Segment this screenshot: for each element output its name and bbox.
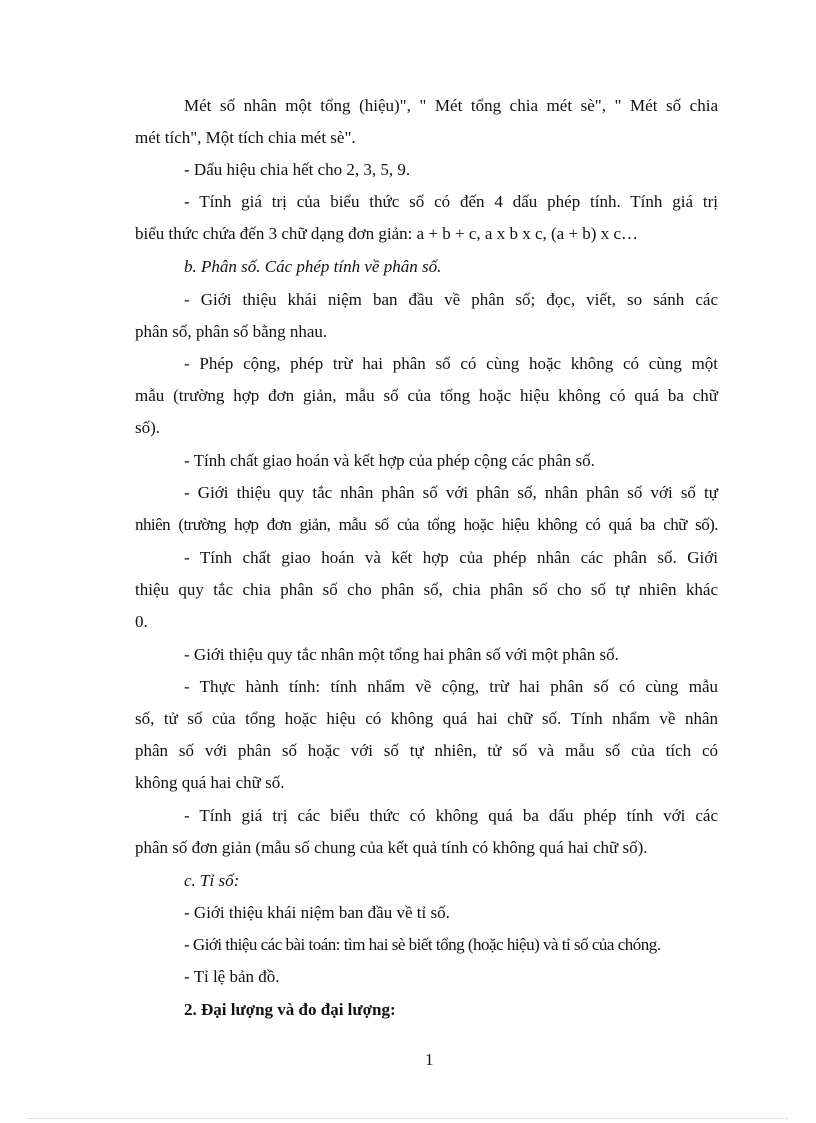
- section-heading-2: 2. Đại lượng và đo đại lượng:: [184, 1000, 396, 1019]
- text-line: - Giới thiệu quy tắc nhân phân số với phân số, nhân phân số với số tự: [184, 483, 718, 502]
- text-line: phân số đơn giản (mẫu số chung của kết quả tính có không quá hai chữ số).: [135, 838, 648, 857]
- text-line: phân số với phân số hoặc với số tự nhiên, tử số và mẫu số của tích có: [135, 741, 718, 760]
- text-line: biểu thức chứa đến 3 chữ dạng đơn giản: a + b + c, a x b x c, (a + b) x c…: [135, 224, 638, 243]
- text-line: phân số, phân số bằng nhau.: [135, 322, 328, 341]
- text-line: số).: [135, 418, 161, 437]
- text-line: số, tử số của tổng hoặc hiệu có không quá hai chữ số. Tính nhẩm về nhân: [135, 709, 718, 728]
- text-line: - Dấu hiệu chia hết cho 2, 3, 5, 9.: [184, 160, 411, 179]
- text-line: không quá hai chữ số.: [135, 773, 285, 792]
- text-line: - Tính chất giao hoán và kết hợp của phép cộng các phân số.: [184, 451, 595, 470]
- section-heading-b: b. Phân số. Các phép tính về phân số.: [184, 257, 442, 276]
- text-line: - Tỉ lệ bản đồ.: [184, 967, 280, 986]
- text-line: - Tính chất giao hoán và kết hợp của phép nhân các phân số. Giới: [184, 548, 718, 567]
- text-line: - Phép cộng, phép trừ hai phân số có cùng hoặc không có cùng một: [184, 354, 718, 373]
- text-line: thiệu quy tắc chia phân số cho phân số, chia phân số cho số tự nhiên khác: [135, 580, 718, 599]
- text-line: nhiên (trường hợp đơn giản, mẫu số của tổng hoặc hiệu không có quá ba chữ số).: [135, 515, 718, 534]
- text-line: - Thực hành tính: tính nhẩm về cộng, trừ hai phân số có cùng mẫu: [184, 677, 718, 696]
- text-line: - Tính giá trị các biểu thức có không quá ba dấu phép tính với các: [184, 806, 718, 825]
- text-line: - Tính giá trị của biểu thức số có đến 4 dấu phép tính. Tính giá trị: [184, 192, 718, 211]
- text-line: mẫu (trường hợp đơn giản, mẫu số của tổng hoặc hiệu không có quá ba chữ: [135, 386, 718, 405]
- text-line: mét tích", Một tích chia mét sè".: [135, 128, 356, 147]
- text-line: Mét số nhân một tổng (hiệu)", " Mét tổng chia mét sè", " Mét số chia: [184, 96, 718, 115]
- page-number: 1: [425, 1050, 434, 1069]
- footer-divider: [28, 1118, 788, 1119]
- text-line: - Giới thiệu khái niệm ban đầu về phân số; đọc, viết, so sánh các: [184, 290, 718, 309]
- text-line: - Giới thiệu các bài toán: tìm hai sè biết tổng (hoặc hiệu) và tỉ số của chóng.: [184, 935, 661, 954]
- text-line: - Giới thiệu khái niệm ban đầu về tỉ số.: [184, 903, 450, 922]
- text-line: - Giới thiệu quy tắc nhân một tổng hai phân số với một phân số.: [184, 645, 619, 664]
- section-heading-c: c. Tỉ số:: [184, 871, 240, 890]
- text-line: 0.: [135, 612, 148, 631]
